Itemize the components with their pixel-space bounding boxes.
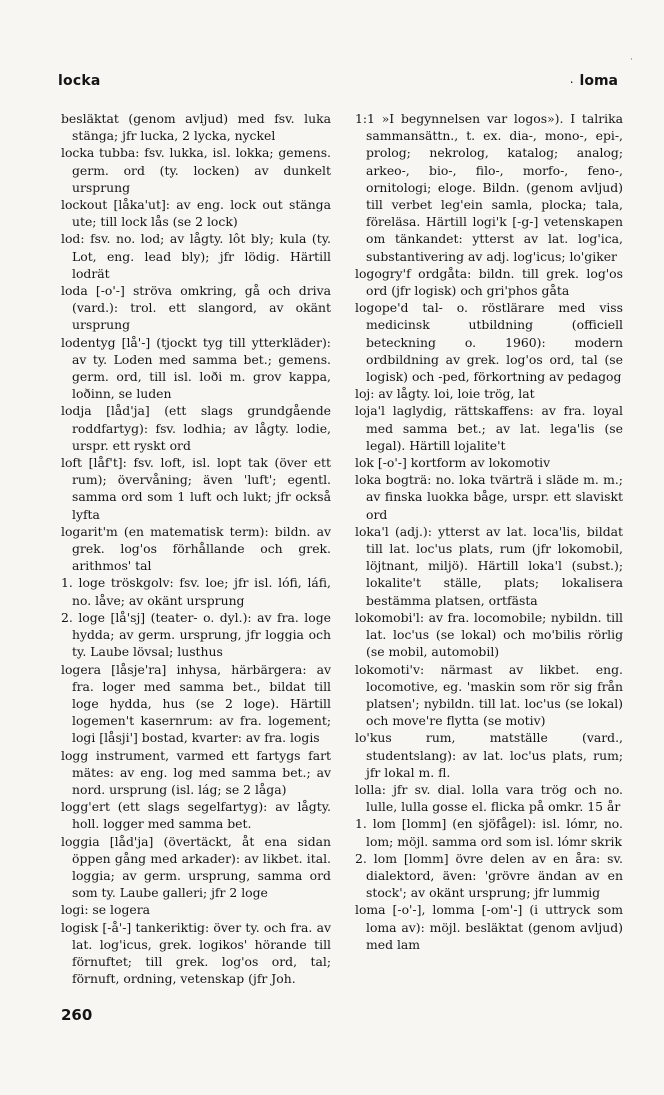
dictionary-entry: logi: se logera: [61, 902, 151, 918]
dictionary-entry: loka bogträ: no. loka tvärträ i släde m. m.; av finska luokka båge, urspr. ett slaviskt ord: [355, 472, 623, 522]
dictionary-entry: loft [låf't]: fsv. loft, isl. lopt tak (över ett rum); övervåning; även 'luft'; egentl. samma ord som 1 luft och lukt; jfr också lyfta: [61, 455, 331, 522]
dictionary-entry: logera [låsje'ra] inhysa, härbärgera: av fra. loger med samma bet., bildat till loge hydda, hus (se 2 loge). Härtill logemen't kasernrum: av fra. logement; logi [låsji'] bostad, kvarter: av fra. logis: [61, 661, 331, 746]
right-column: [355, 110, 623, 953]
dictionary-entry: logg instrument, varmed ett fartygs fart mätes: av eng. log med samma bet.; av nord. ursprung (isl. lág; se 2 låga): [61, 747, 331, 797]
dictionary-entry: besläktat (genom avljud) med fsv. luka stänga; jfr lucka, 2 lycka, nyckel: [61, 111, 331, 144]
dictionary-entry: logg'ert (ett slags segelfartyg): av lågty. holl. logger med samma bet.: [61, 799, 331, 832]
dictionary-entry: lok [-o'-] kortform av lokomotiv: [355, 455, 551, 471]
dictionary-entry: loja'l laglydig, rättskaffens: av fra. loyal med samma bet.; av lat. lega'lis (se legal). Härtill lojalite't: [355, 403, 623, 453]
header-last-word: . loma: [570, 73, 618, 89]
dictionary-entry: locka tubba: fsv. lukka, isl. lokka; gemens. germ. ord (ty. locken) av dunkelt ursprung: [61, 145, 331, 195]
dictionary-entry: 2. lom [lomm] övre delen av en åra: sv. dialektord, även: 'grövre ändan av en stock'; av okänt ursprung; jfr lummig: [355, 850, 623, 901]
dictionary-entry: loggia [låd'ja] (övertäckt, åt ena sidan öppen gång med arkader): av likbet. ital. loggia; av germ. ursprung, samma ord som ty. Laube galleri; jfr 2 loge: [61, 833, 331, 901]
dictionary-entry: lo'kus rum, matställe (vard., studentslang): av lat. loc'us plats, rum; jfr lokal m. fl.: [355, 730, 623, 780]
dictionary-entry: lokomobi'l: av fra. locomobile; nybildn. till lat. loc'us (se lokal) och mo'bilis rörlig (se mobil, automobil): [355, 609, 623, 660]
dictionary-entry: 1. loge tröskgolv: fsv. loe; jfr isl. lófi, láfi, no. låve; av okänt ursprung: [61, 575, 331, 608]
dictionary-entry: lod: fsv. no. lod; av lågty. lôt bly; kula (ty. Lot, eng. lead bly); jfr lödig. Härtill lodrät: [61, 231, 331, 281]
dictionary-entry: lodentyg [lå'-] (tjockt tyg till ytterkläder): av ty. Loden med samma bet.; gemens. germ. ord, till isl. loði m. grov kappa, loðinn, se luden: [61, 334, 331, 402]
dictionary-entry: lockout [låka'ut]: av eng. lock out stänga ute; till lock lås (se 2 lock): [61, 197, 331, 230]
dictionary-entry: loma [-o'-], lomma [-om'-] (i uttryck som loma av): möjl. besläktat (genom avljud) med lam: [355, 902, 623, 952]
dictionary-entry: lokomoti'v: närmast av likbet. eng. locomotive, eg. 'maskin som rör sig från platsen'; nybildn. till lat. loc'us (se lokal) och move're flytta (se motiv): [355, 661, 623, 729]
dictionary-entry: loj: av lågty. loi, loie trög, lat: [355, 386, 535, 402]
dictionary-entry: loda [-o'-] ströva omkring, gå och driva (vard.): trol. ett slangord, av okänt ursprung: [61, 283, 331, 333]
left-column: [61, 110, 331, 987]
dictionary-entry: logope'd tal- o. röstlärare med viss medicinsk utbildning (officiell beteckning o. 1960): modern ordbildning av grek. log'os ord, tal (se logisk) och -ped, förkortning av pedagog: [355, 300, 623, 385]
dictionary-entry: loka'l (adj.): ytterst av lat. loca'lis, bildat till lat. loc'us plats, rum (jfr lokomobil, löjtnant, miljö). Härtill loka'l (subst.); lokalite't ställe, plats; lokalisera bestämma platsen, ortfästa: [355, 523, 623, 608]
dictionary-entry: 2. loge [lå'sj] (teater- o. dyl.): av fra. loge hydda; av germ. ursprung, jfr loggia och ty. Laube lövsal; lusthus: [61, 609, 331, 660]
dictionary-entry: logarit'm (en matematisk term): bildn. av grek. log'os förhållande och grek. arithmos' tal: [61, 523, 331, 574]
dictionary-entry: lolla: jfr sv. dial. lolla vara trög och no. lulle, lulla gosse el. flicka på omkr. 15 år: [355, 781, 623, 815]
dictionary-entry: 1. lom [lomm] (en sjöfågel): isl. lómr, no. lom; möjl. samma ord som isl. lómr skrik: [355, 816, 623, 849]
dictionary-entry: logogry'f ordgåta: bildn. till grek. log'os ord (jfr logisk) och gri'phos gåta: [355, 265, 623, 299]
corner-mark: ˙: [629, 58, 634, 69]
dictionary-entry: logisk [-å'-] tankeriktig: över ty. och fra. av lat. log'icus, grek. logikos' hörande till förnuftet; till grek. log'os ord, tal; förnuft, ordning, vetenskap (jfr Joh.: [61, 919, 331, 987]
dictionary-entry: 1:1 »I begynnelsen var logos»). I talrika sammansättn., t. ex. dia-, mono-, epi-, prolog; nekrolog, katalog; analog; arkeo-, bio-, filo-, morfo-, feno-, ornitologi; eloge. Bildn. (genom avljud) till verbet leg'ein samla, plocka; tala, föreläsa. Härtill logi'k [-g-] vetenskapen om tänkandet: ytterst av lat. log'ica, substantivering av adj. log'icus; lo'giker: [355, 111, 623, 264]
header-first-word: locka: [58, 73, 101, 89]
dictionary-entry: lodja [låd'ja] (ett slags grundgående roddfartyg): fsv. lodhia; av lågty. lodie, urspr. ett ryskt ord: [61, 403, 331, 453]
running-header: [58, 73, 618, 95]
page-number: 260: [61, 1006, 93, 1024]
